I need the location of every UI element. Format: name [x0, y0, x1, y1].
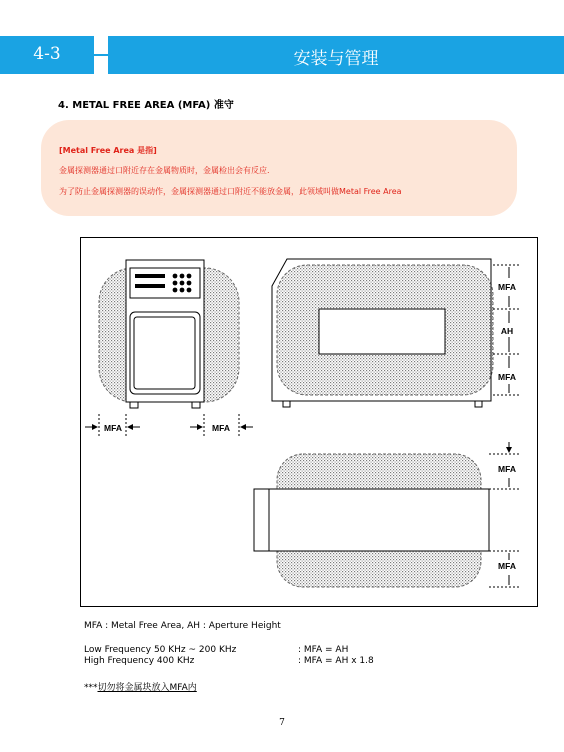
mfa-diagram-svg — [81, 238, 539, 608]
header-connector — [94, 54, 108, 56]
side-view-detector — [272, 259, 521, 407]
mfa-label-top: MFA — [498, 282, 516, 292]
warning-prefix: *** — [84, 683, 98, 693]
mfa-label-top-view-2: MFA — [498, 561, 516, 571]
mfa-label-right-front: MFA — [212, 423, 230, 433]
section-number-banner — [0, 36, 94, 74]
legend-definition: MFA : Metal Free Area, AH : Aperture Height — [84, 621, 281, 631]
warning-text: 切勿将金属块放入MFA内 — [97, 683, 197, 693]
top-view-detector — [254, 442, 521, 587]
high-frequency-rule: : MFA = AH x 1.8 — [298, 656, 374, 666]
page-number: 7 — [279, 718, 285, 728]
section-title-banner — [108, 36, 564, 74]
note-line-1: 金属探测器通过口附近存在金属物质时，金属检出会有反应. — [59, 166, 270, 175]
mfa-diagram — [80, 237, 538, 607]
section-heading: 4. METAL FREE AREA (MFA) 准守 — [58, 100, 234, 111]
mfa-note-box — [41, 120, 517, 216]
note-line-2: 为了防止金属探测器的误动作，金属探测器通过口附近不能放金属，此领域叫做Metal Free Area — [59, 187, 402, 196]
mfa-label-left-front: MFA — [104, 423, 122, 433]
section-number: 4-3 — [33, 44, 61, 64]
low-frequency-text: Low Frequency 50 KHz ~ 200 KHz — [84, 645, 237, 655]
metal-warning — [84, 680, 197, 693]
note-heading: [Metal Free Area 是指] — [59, 146, 157, 155]
mfa-label-bottom: MFA — [498, 372, 516, 382]
front-view-detector — [85, 260, 253, 436]
ah-label: AH — [500, 326, 514, 336]
high-frequency-text: High Frequency 400 KHz — [84, 656, 195, 666]
low-frequency-rule: : MFA = AH — [298, 645, 349, 655]
header-title: 安装与管理 — [293, 49, 379, 69]
mfa-label-top-view-1: MFA — [498, 464, 516, 474]
